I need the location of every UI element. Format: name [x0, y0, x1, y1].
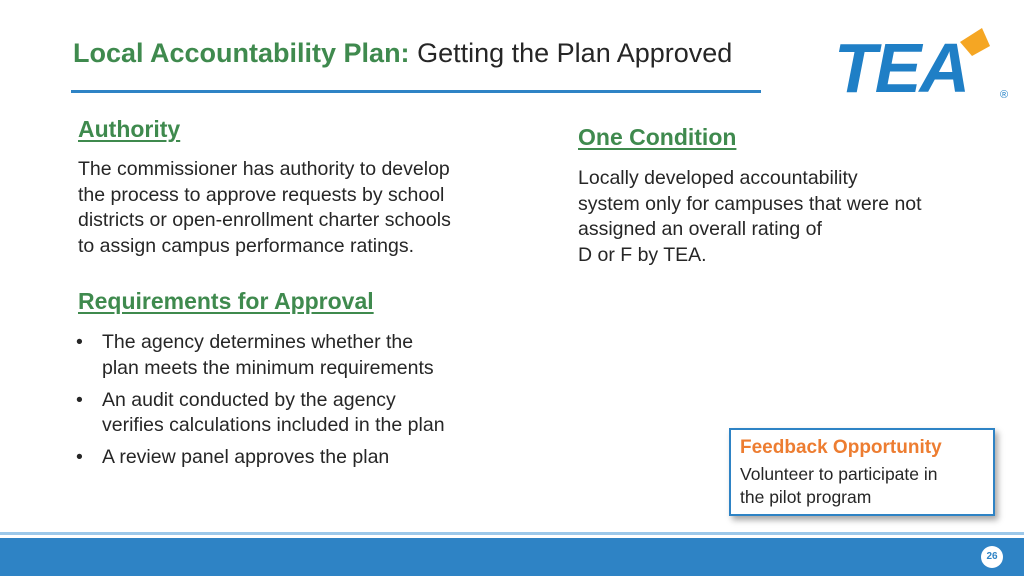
requirement-line: An audit conducted by the agency — [102, 388, 396, 411]
requirements-list — [74, 330, 544, 477]
condition-text — [578, 166, 998, 268]
condition-line: system only for campuses that were not — [578, 192, 922, 215]
requirement-line: plan meets the minimum requirements — [102, 356, 434, 379]
feedback-heading: Feedback Opportunity — [740, 437, 942, 458]
authority-heading: Authority — [78, 116, 181, 142]
requirement-item — [74, 388, 544, 439]
tea-logo — [832, 26, 1012, 102]
slide-title — [73, 38, 732, 69]
condition-line: D or F by TEA. — [578, 243, 707, 266]
requirement-item — [74, 445, 544, 471]
authority-text — [78, 157, 548, 259]
page-number: 26 — [981, 546, 1003, 568]
slide-title-lead: Local Accountability Plan: — [73, 38, 410, 68]
bullet-dot: • — [76, 446, 83, 468]
condition-line: Locally developed accountability — [578, 167, 858, 189]
slide-title-rest: Getting the Plan Approved — [417, 38, 733, 68]
title-underline — [71, 90, 761, 93]
feedback-text — [740, 463, 984, 509]
feedback-callout — [729, 428, 995, 516]
authority-line: the process to approve requests by school — [78, 183, 445, 206]
requirements-heading: Requirements for Approval — [78, 288, 374, 314]
feedback-line: Volunteer to participate in — [740, 464, 938, 484]
footer-bar — [0, 538, 1024, 576]
authority-line: The commissioner has authority to develop — [78, 158, 450, 180]
authority-line: to assign campus performance ratings. — [78, 234, 414, 257]
requirement-line: The agency determines whether the — [102, 331, 414, 353]
requirement-item — [74, 330, 544, 381]
bullet-dot: • — [76, 388, 83, 411]
requirement-line: verifies calculations included in the plan — [102, 414, 445, 436]
bullet-dot: • — [76, 331, 83, 353]
authority-line: districts or open-enrollment charter schools — [78, 209, 451, 231]
logo-text: TEA — [834, 29, 968, 102]
feedback-line: the pilot program — [740, 487, 872, 507]
condition-line: assigned an overall rating of — [578, 218, 822, 240]
footer-accent-line — [0, 532, 1024, 535]
logo-registered-mark: ® — [1000, 89, 1009, 101]
condition-heading: One Condition — [578, 124, 737, 150]
requirement-line: A review panel approves the plan — [102, 446, 390, 468]
